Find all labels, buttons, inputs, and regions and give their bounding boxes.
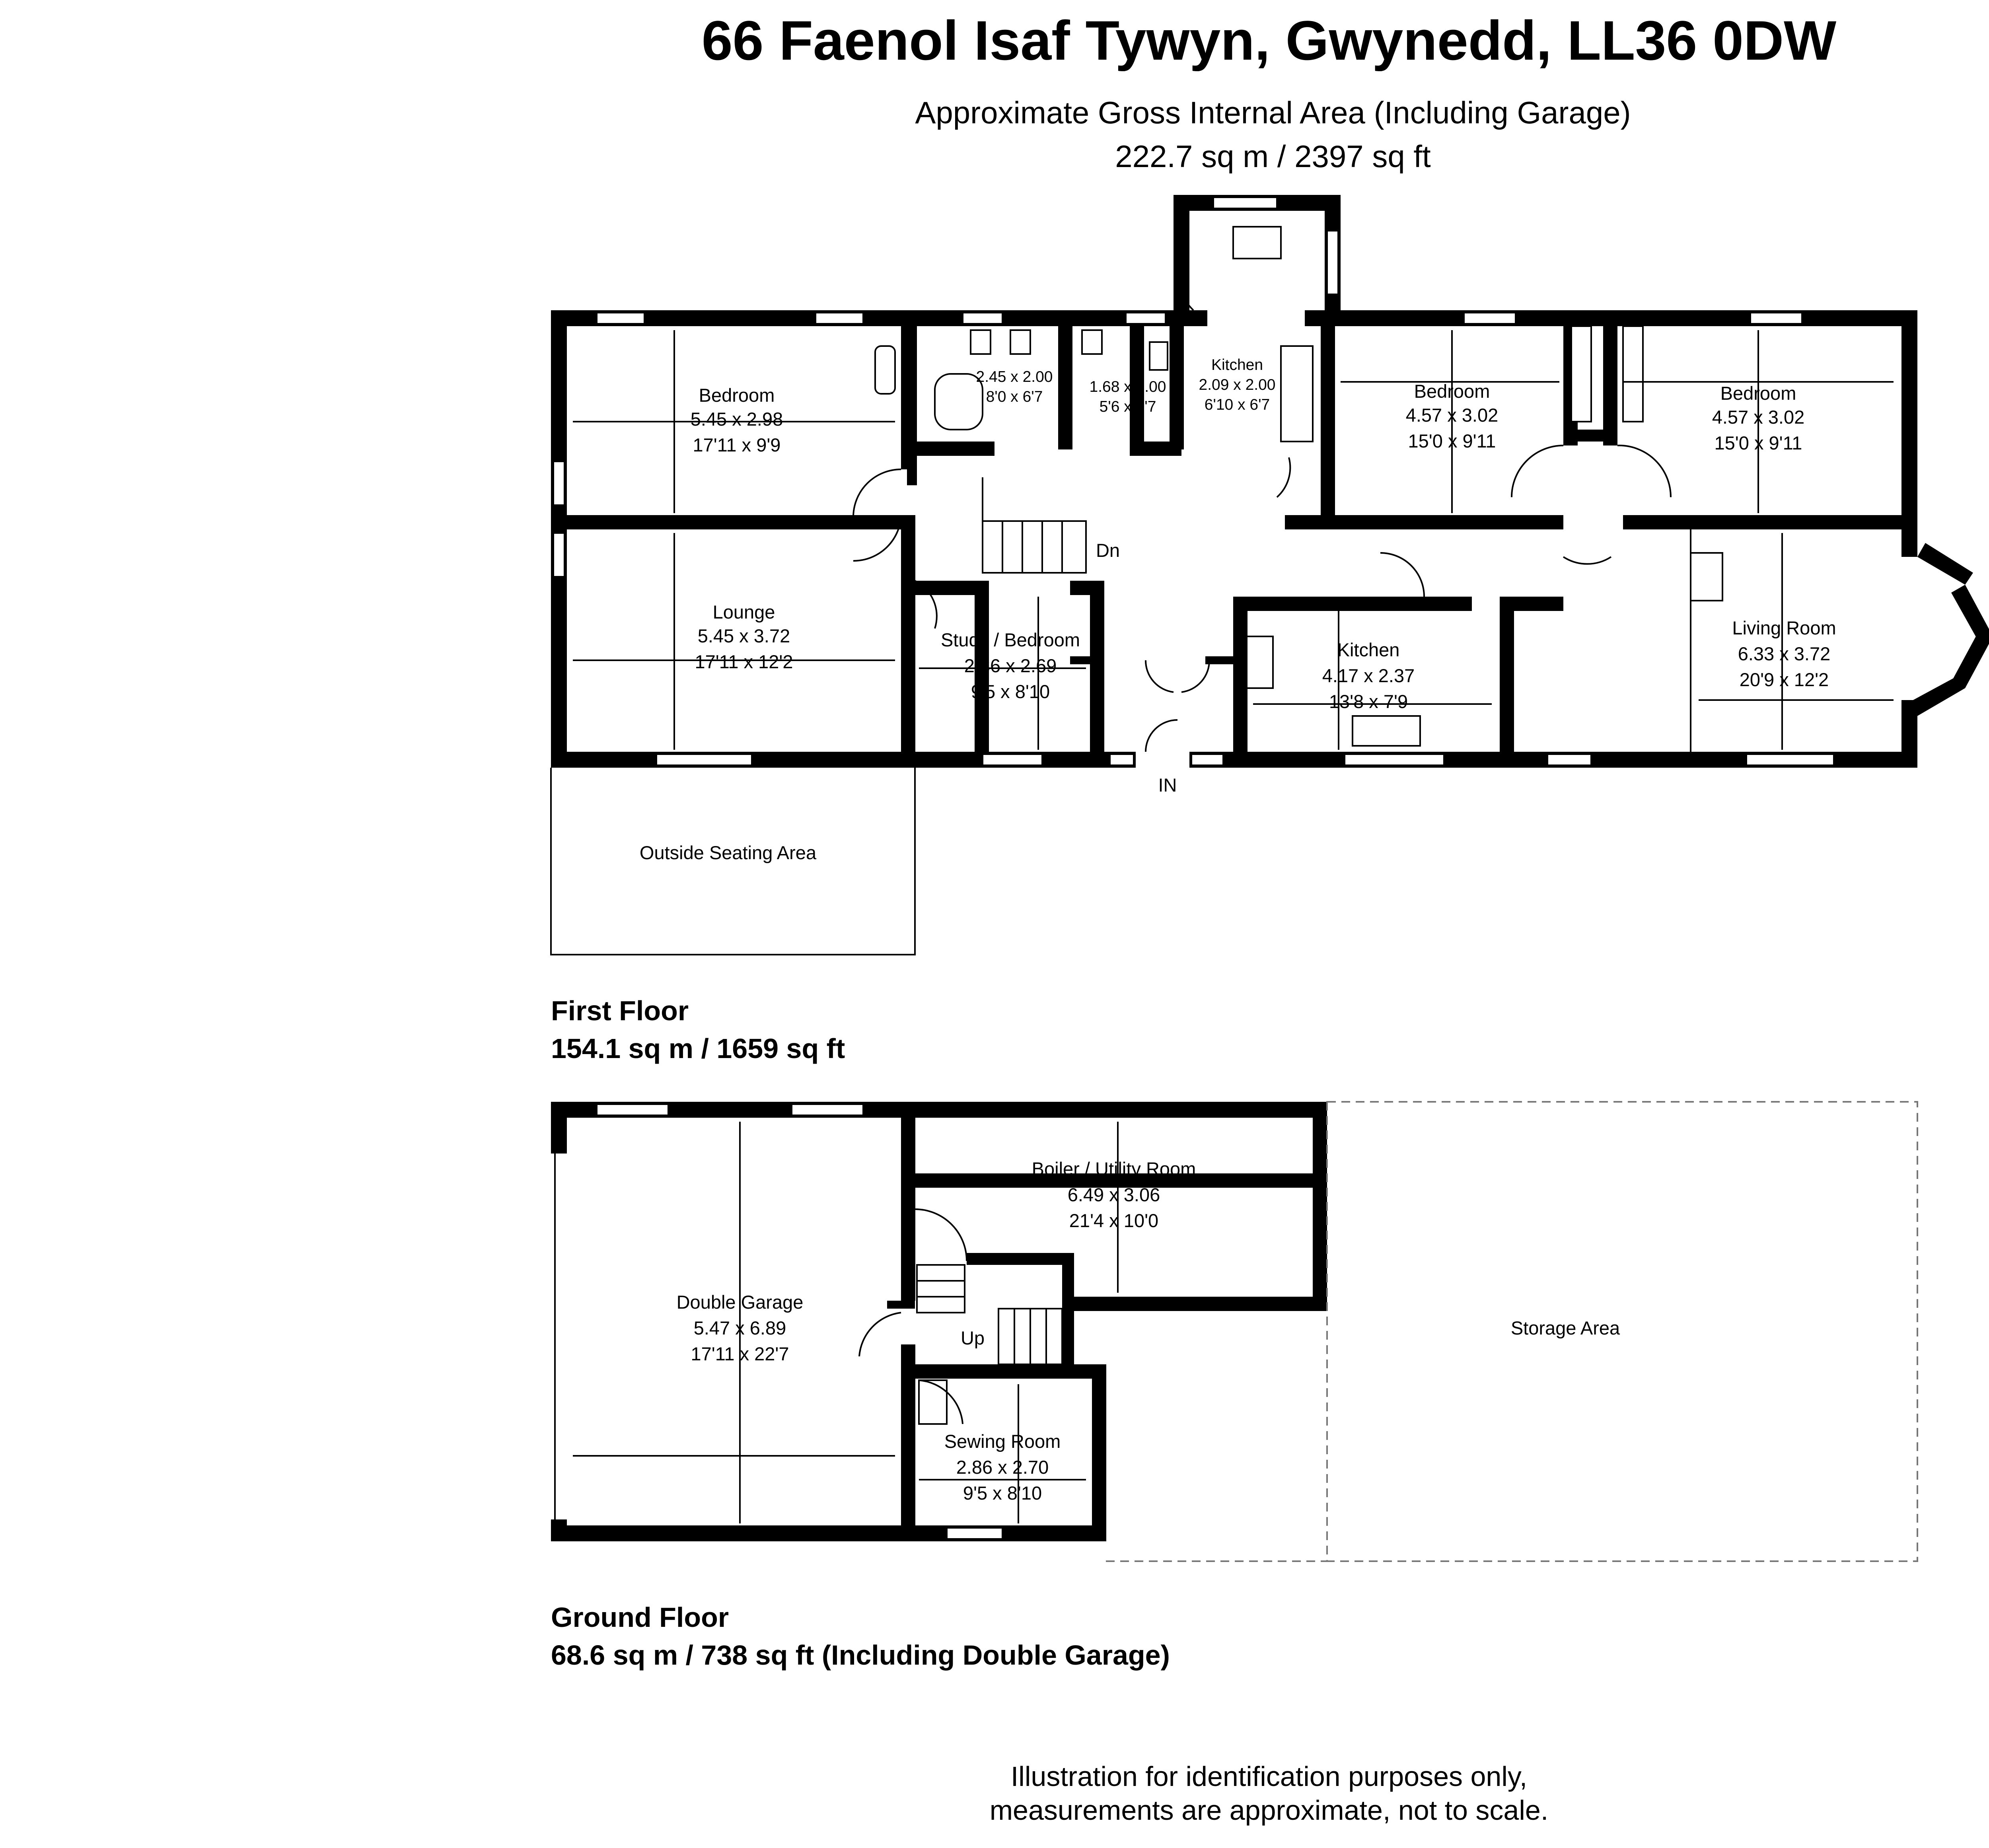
room-metric: 5.47 x 6.89 [693, 1317, 786, 1338]
room-imperial: 5'6 x 6'7 [1099, 398, 1156, 415]
room-name: Study / Bedroom [940, 629, 1080, 650]
room-imperial: 21'4 x 10'0 [1069, 1210, 1159, 1231]
room-name: Bedroom [1720, 383, 1796, 404]
room-imperial: 8'0 x 6'7 [986, 388, 1043, 405]
ground-floor-title: Ground Floor [551, 1602, 729, 1633]
ground-floor-area: 68.6 sq m / 738 sq ft (Including Double Garage) [551, 1640, 1170, 1671]
room-name: Boiler / Utility Room [1031, 1158, 1196, 1179]
room-imperial: 15'0 x 9'11 [1408, 430, 1496, 451]
room-imperial: 17'11 x 22'7 [691, 1343, 789, 1364]
first-floor-area: 154.1 sq m / 1659 sq ft [551, 1033, 845, 1064]
plan-title: 66 Faenol Isaf Tywyn, Gwynedd, LL36 0DW [701, 9, 1837, 72]
room-metric: 5.45 x 3.72 [697, 625, 790, 646]
room-imperial: 17'11 x 12'2 [695, 651, 793, 672]
room-metric: 4.17 x 2.37 [1322, 665, 1415, 686]
room-metric: 6.33 x 3.72 [1738, 643, 1831, 664]
room-metric: 1.68 x 2.00 [1089, 378, 1166, 395]
outside-seating-label: Outside Seating Area [639, 842, 817, 863]
room-imperial: 15'0 x 9'11 [1714, 432, 1802, 453]
disclaimer-line-1: Illustration for identification purposes only, [1010, 1761, 1528, 1792]
room-metric: 2.86 x 2.70 [956, 1457, 1049, 1478]
room-metric: 6.49 x 3.06 [1067, 1184, 1160, 1205]
room-name: Kitchen [1211, 356, 1263, 373]
stairs-up-label: Up [960, 1327, 985, 1348]
area-caption: Approximate Gross Internal Area (Including Garage) [915, 95, 1631, 130]
room-metric: 4.57 x 3.02 [1712, 407, 1805, 428]
room-name: Kitchen [1337, 639, 1400, 660]
room-name: Bedroom [699, 385, 775, 406]
entrance-label: IN [1158, 774, 1177, 796]
room-metric: 2.86 x 2.69 [964, 655, 1057, 676]
room-name: Double Garage [676, 1292, 804, 1313]
room-metric: 2.45 x 2.00 [976, 368, 1053, 385]
room-imperial: 9'5 x 8'10 [963, 1482, 1042, 1504]
first-floor-title: First Floor [551, 995, 689, 1026]
first-floor-windows [553, 197, 1834, 765]
room-imperial: 9'5 x 8'10 [971, 681, 1050, 702]
total-area: 222.7 sq m / 2397 sq ft [1115, 139, 1431, 174]
room-name: Sewing Room [944, 1431, 1061, 1452]
ground-floor-labels [677, 1158, 1620, 1504]
room-imperial: 13'8 x 7'9 [1329, 691, 1408, 712]
ground-floor-walls [551, 1102, 1327, 1541]
room-metric: 2.09 x 2.00 [1199, 376, 1276, 393]
room-imperial: 6'10 x 6'7 [1204, 396, 1270, 413]
room-imperial: 17'11 x 9'9 [693, 434, 781, 455]
storage-area-label: Storage Area [1510, 1317, 1620, 1338]
room-name: Living Room [1732, 617, 1836, 638]
room-metric: 4.57 x 3.02 [1405, 405, 1499, 426]
room-name: Bedroom [1414, 381, 1490, 402]
room-name: Lounge [712, 601, 775, 622]
room-imperial: 20'9 x 12'2 [1739, 669, 1829, 690]
stairs-down-label: Dn [1096, 540, 1120, 561]
disclaimer-line-2: measurements are approximate, not to scale. [989, 1795, 1549, 1826]
room-metric: 5.45 x 2.98 [690, 409, 783, 430]
